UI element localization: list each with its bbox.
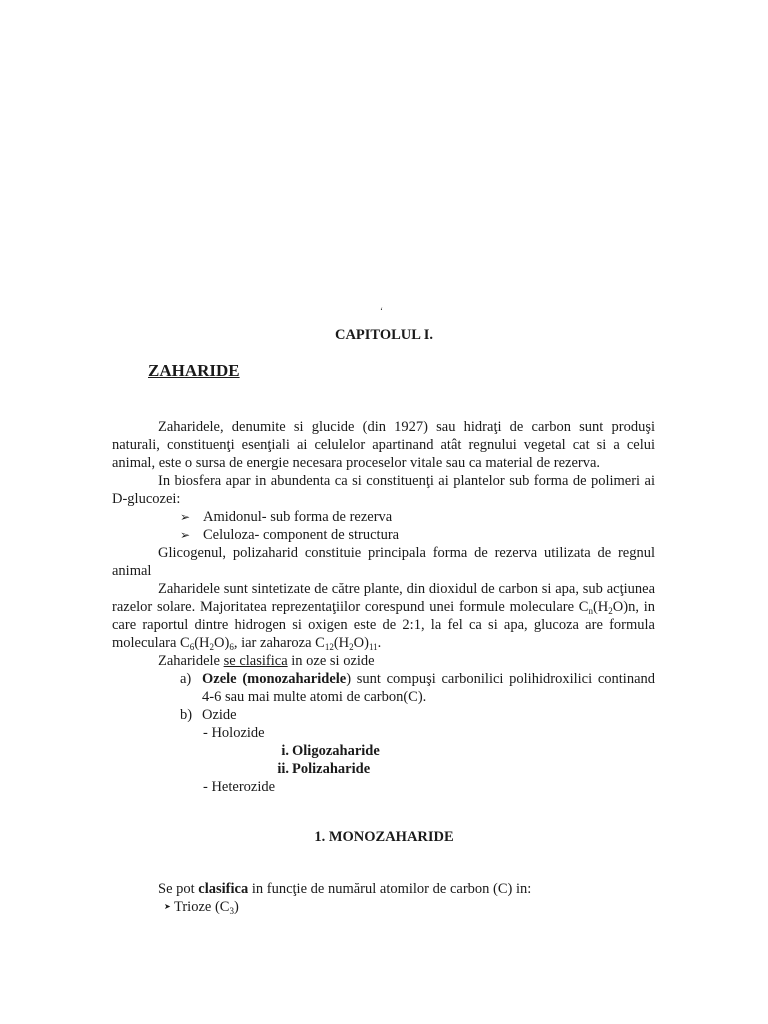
chapter-heading: CAPITOLUL I. [334, 327, 434, 343]
main-body [112, 418, 655, 796]
list-marker: b) [180, 707, 193, 723]
list-item [112, 760, 655, 778]
list-item [112, 898, 655, 916]
holozide-label: - Holozide [203, 725, 265, 741]
paragraph-synthesis: Zaharidele sunt sintetizate de către plante, din dioxidul de carbon si apa, sub acţiunea razelor solare. Majoritatea reprezentaţiilor corespund unei formule moleculare $C_n(H_2O)n$, in care raportul dintre hidrogen si oxigen este de 2:1, la fel ca si apa, glucoza are formula moleculara $C_6(H_2O)_6$, iar zaharoza $C_{12}(H_2O)_{11}$. [112, 581, 655, 652]
polymer-list [112, 508, 655, 544]
heterozide-label: - Heterozide [203, 779, 276, 795]
term-clasifica: clasifica [198, 881, 249, 897]
holozide-list [112, 742, 655, 778]
carbon-list [112, 898, 655, 916]
list-item [112, 742, 655, 760]
arrow-bullet-icon: ➢ [180, 528, 191, 542]
arrow-bullet-icon: ➤ [164, 902, 171, 911]
paragraph-monozaharide: Se pot clasifica in funcţie de numărul atomilor de carbon (C) in: [158, 881, 532, 897]
list-marker: ii. [277, 761, 289, 777]
paragraph-intro: Zaharidele, denumite si glucide (din 1927) sau hidraţi de carbon sunt produşi naturali, constituenţi esenţiali ai celulelor apartinand atât regnului vegetal cat si a celui animal, este o sursa de energie necesara proceselor vitale sau ca material de rezerva. [112, 419, 655, 471]
list-item [112, 706, 655, 724]
underlined-term: se clasifica [223, 653, 288, 669]
page-title: ZAHARIDE [148, 361, 240, 380]
arrow-bullet-icon: ➢ [180, 510, 191, 524]
term-oze: Ozele (monozaharidele [202, 671, 347, 687]
term-ozide: Ozide [202, 707, 237, 723]
paragraph-classification: Zaharidele se clasifica in oze si ozide [158, 653, 375, 669]
stray-mark: ‘ [380, 306, 383, 316]
section-heading: 1. MONOZAHARIDE [314, 829, 454, 845]
list-item [112, 508, 655, 526]
list-item-text: Trioze $(C_3)$ [174, 899, 239, 916]
list-item: a) Ozele (monozaharidele) sunt compuşi carbonilici polihidroxilici continand 4-6 sau mai multe atomi de carbon(C). [180, 671, 656, 705]
list-item-text: Celuloza- component de structura [203, 527, 400, 543]
list-item [112, 526, 655, 544]
list-marker: i. [281, 743, 289, 759]
list-item-text: Oligozaharide [292, 743, 380, 759]
list-marker: a) [180, 671, 192, 687]
section-body [112, 880, 655, 916]
classification-list [112, 670, 655, 724]
paragraph-biosphere: In biosfera apar in abundenta ca si constituenţi ai plantelor sub forma de polimeri ai D-glucozei: [112, 473, 655, 507]
list-item-text: Amidonul- sub forma de rezerva [203, 509, 393, 525]
list-item-text: Polizaharide [292, 761, 371, 777]
paragraph-glycogen: Glicogenul, polizaharid constituie principala forma de rezerva utilizata de regnul animal [112, 545, 655, 579]
